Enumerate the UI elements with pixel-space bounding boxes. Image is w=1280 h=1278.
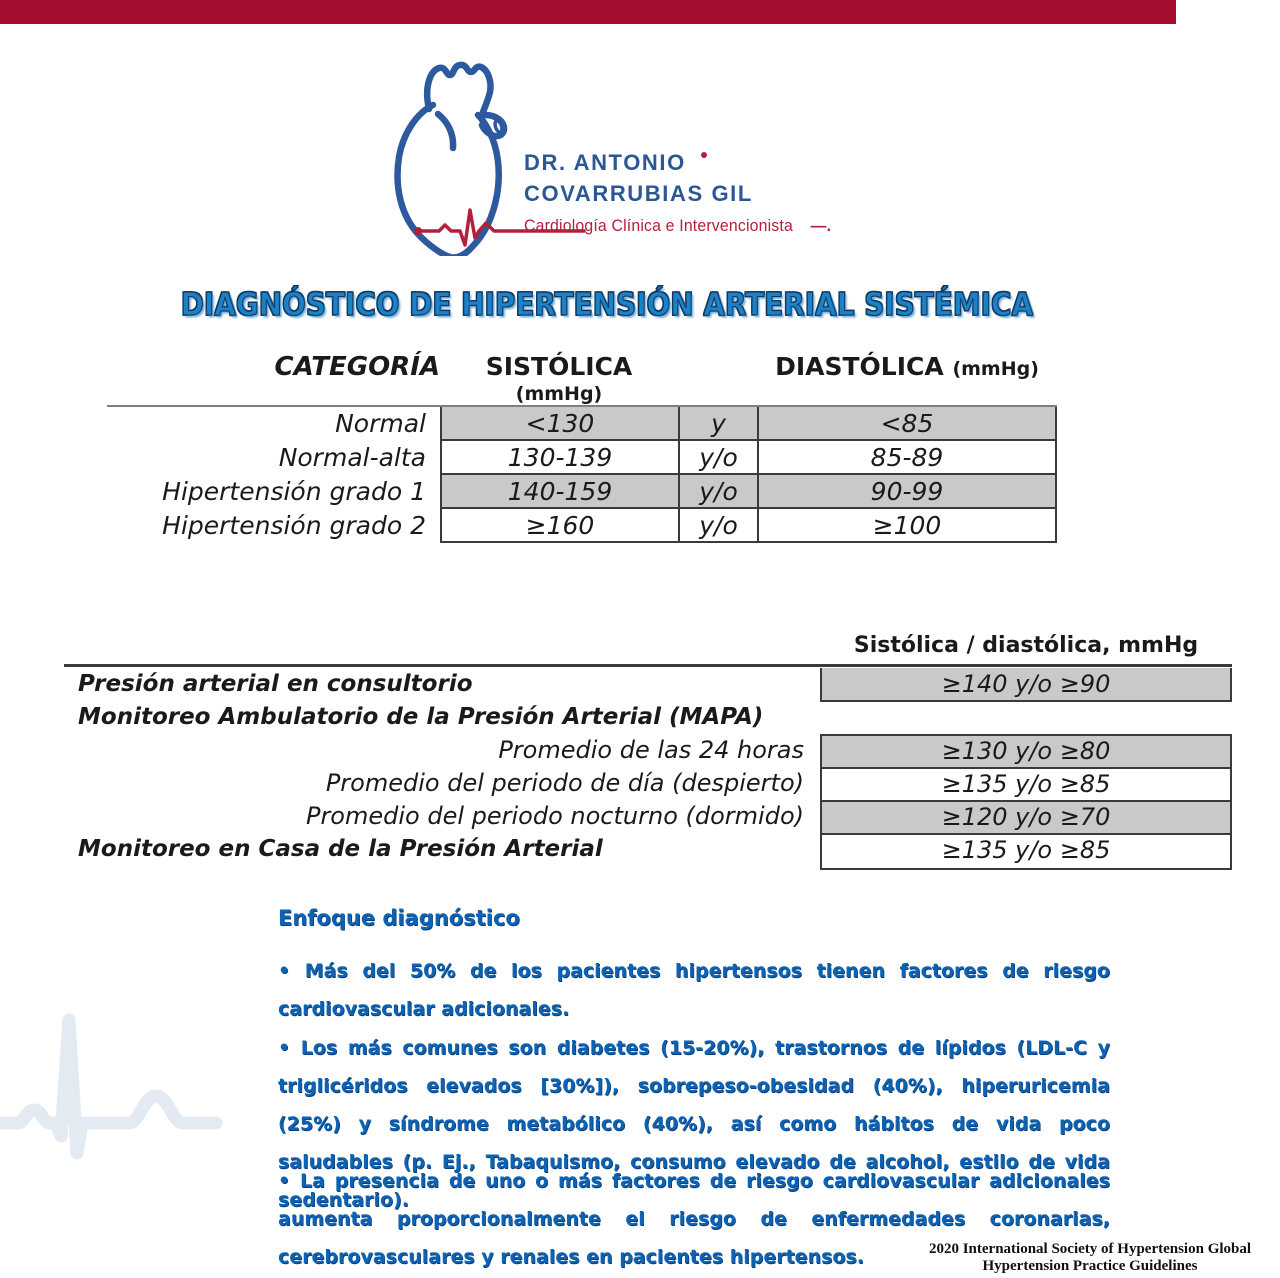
connector-cell: y/o xyxy=(678,509,757,543)
logo-tagline-suffix: —. xyxy=(810,216,832,235)
threshold-value-stack xyxy=(820,734,1232,870)
systolic-cell: 130-139 xyxy=(440,441,678,475)
column-header-diastolica xyxy=(757,352,1057,384)
category-cell: Hipertensión grado 2 xyxy=(162,511,426,540)
threshold-row-label: Promedio del periodo de día (despierto) xyxy=(325,769,804,797)
note-bullet-1: • Más del 50% de los pacientes hipertensos tienen factores de riesgo cardiovascular adicionales. xyxy=(278,960,1110,1020)
diastolic-cell: 85-89 xyxy=(757,441,1057,475)
diastolica-unit: (mmHg) xyxy=(952,358,1039,380)
category-cell: Hipertensión grado 1 xyxy=(162,477,426,506)
column-header-categoria: CATEGORÍA xyxy=(274,352,440,382)
sistolica-unit: (mmHg) xyxy=(515,383,603,405)
sistolica-label: SISTÓLICA xyxy=(485,352,633,381)
threshold-row-label: Monitoreo Ambulatorio de la Presión Arterial (MAPA) xyxy=(78,704,764,730)
logo-tagline xyxy=(524,216,831,236)
threshold-value-cell: ≥120 y/o ≥70 xyxy=(822,802,1230,835)
systolic-cell: <130 xyxy=(440,407,678,441)
threshold-value-cell: ≥140 y/o ≥90 xyxy=(820,668,1232,702)
note-bullet-3: • La presencia de uno o más factores de riesgo cardiovascular adicionales aumenta proporcionalmente el riesgo de enfermedades coronarias, cerebrovasculares y renales en pacientes hipertensos. xyxy=(278,1170,1110,1268)
category-cell: Normal-alta xyxy=(278,443,426,472)
logo-tagline-text: Cardiología Clínica e Intervencionista xyxy=(524,216,793,235)
classification-table xyxy=(107,405,1057,543)
column-header-sistolica xyxy=(440,352,678,406)
citation-line1: 2020 International Society of Hypertension Global xyxy=(928,1241,1252,1257)
systolic-cell: ≥160 xyxy=(440,509,678,543)
logo-red-dot xyxy=(701,152,707,158)
citation-line2: Hypertension Practice Guidelines xyxy=(982,1258,1198,1274)
note-bullet-2: • Los más comunes son diabetes (15-20%), trastornos de lípidos (LDL-C y triglicéridos elevados [30%]), sobrepeso-obesidad (40%), hiperuricemia (25%) y síndrome metabólico (40%), así como hábitos de vida poco saludables (p. Ej., Tabaquismo, consumo elevado de alcohol, estilo de vida sedentario). xyxy=(278,1037,1110,1211)
page-title: DIAGNÓSTICO DE HIPERTENSIÓN ARTERIAL SISTÉMICA xyxy=(180,287,1034,323)
diastolic-cell: 90-99 xyxy=(757,475,1057,509)
diastolic-cell: ≥100 xyxy=(757,509,1057,543)
threshold-value-cell: ≥135 y/o ≥85 xyxy=(822,769,1230,802)
top-accent-bar xyxy=(0,0,1176,24)
doctor-name-line1: DR. ANTONIO xyxy=(524,150,686,175)
threshold-value-cell: ≥130 y/o ≥80 xyxy=(822,736,1230,769)
diastolic-cell: <85 xyxy=(757,407,1057,441)
systolic-cell: 140-159 xyxy=(440,475,678,509)
ecg-watermark-icon xyxy=(0,1010,237,1170)
diastolica-label: DIASTÓLICA xyxy=(775,352,944,381)
threshold-row-label: Promedio del periodo nocturno (dormido) xyxy=(305,802,804,830)
notes-heading: Enfoque diagnóstico xyxy=(278,906,520,930)
threshold-row-label: Promedio de las 24 horas xyxy=(498,736,804,764)
category-cell: Normal xyxy=(335,409,426,438)
connector-cell: y xyxy=(678,407,757,441)
threshold-value-cell: ≥135 y/o ≥85 xyxy=(941,836,1111,864)
threshold-row-label: Monitoreo en Casa de la Presión Arterial xyxy=(78,836,603,862)
thresholds-table-rule xyxy=(64,664,1232,667)
connector-cell: y/o xyxy=(678,441,757,475)
thresholds-table-header: Sistólica / diastólica, mmHg xyxy=(853,633,1199,658)
connector-cell: y/o xyxy=(678,475,757,509)
source-citation xyxy=(905,1241,1275,1275)
doctor-name-line2: COVARRUBIAS GIL xyxy=(524,181,753,206)
threshold-row-label: Presión arterial en consultorio xyxy=(78,671,473,697)
